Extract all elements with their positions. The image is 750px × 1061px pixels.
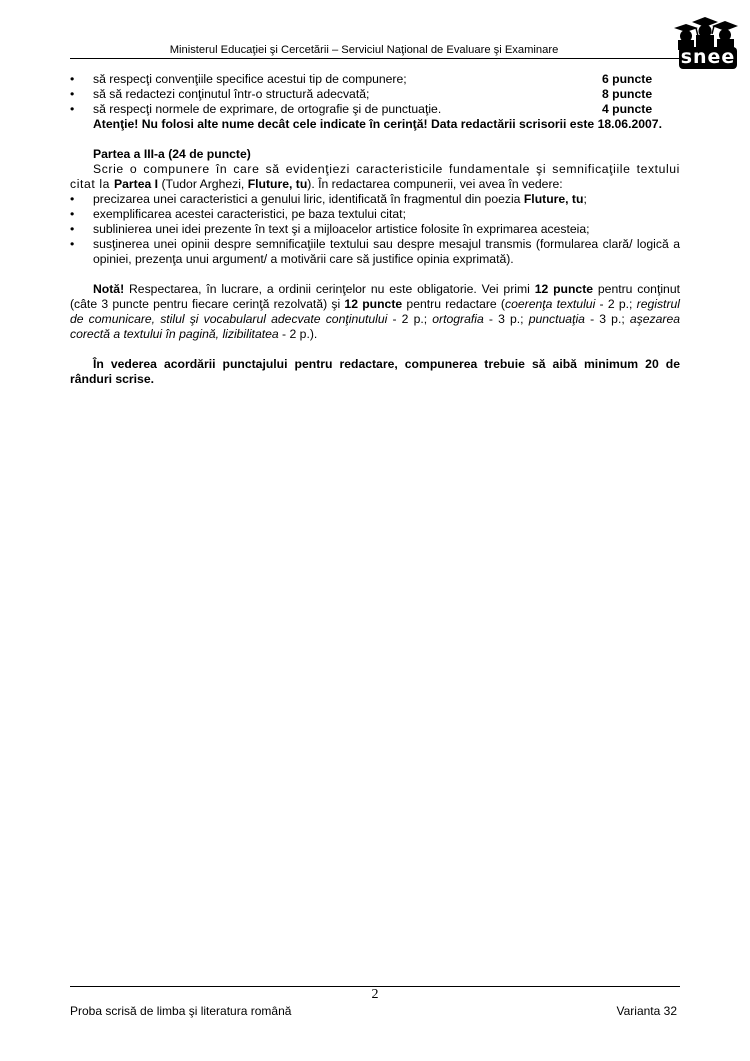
part3-intro <box>70 162 680 192</box>
warning-text: Atenţie! Nu folosi alte nume decât cele indicate în cerinţă! Data redactării scrisorii este 18.06.2007. <box>93 117 662 131</box>
criterion-points: 8 puncte <box>602 87 653 101</box>
note-text: pentru conţinut (câte 3 puncte pentru fiecare cerinţă rezolvată) şi <box>70 282 680 311</box>
note-text: - 3 p.; <box>483 312 529 326</box>
note-points: 12 puncte <box>534 282 594 296</box>
note-criterion: aşezarea corectă a textului în pagină, lizibilitatea <box>70 312 681 341</box>
logo-wordmark: snee <box>680 46 736 68</box>
intro-text: ). În redactarea compunerii, vei avea în vedere: <box>307 177 563 191</box>
note-criterion: coerenţa textului <box>505 297 596 311</box>
note-text: - 2 p.). <box>278 327 318 341</box>
bullet-icon: • <box>70 237 75 251</box>
graduates-silhouette-icon <box>668 16 742 50</box>
criterion-row <box>70 72 680 87</box>
requirement-item <box>70 192 680 207</box>
header-divider <box>70 58 682 59</box>
criterion-text: să respecţi normele de exprimare, de ortografie şi de punctuaţie. <box>93 102 442 116</box>
intro-poem-title: Fluture, tu <box>247 177 308 191</box>
note-text: Respectarea, în lucrare, a ordinii cerinţelor nu este obligatorie. Vei primi <box>124 282 535 296</box>
note-criterion: registrul de comunicare, stilul şi vocabularul adecvate conţinutului <box>70 297 680 326</box>
snee-logo <box>668 16 742 74</box>
page-header-title: Ministerul Educaţiei şi Cercetării – Serviciul Naţional de Evaluare şi Examinare <box>169 44 559 56</box>
requirement-text: precizarea unei caracteristici a genului liric, identificată în fragmentul din poezia <box>93 192 524 206</box>
criterion-text: să să redactezi conţinutul într-o structură adecvată; <box>93 87 370 101</box>
footer-exam-name: Proba scrisă de limba şi literatura română <box>70 1004 292 1018</box>
bullet-icon: • <box>70 207 75 221</box>
bullet-icon: • <box>70 87 75 101</box>
note-text: pentru redactare ( <box>402 297 505 311</box>
bullet-icon: • <box>70 102 75 116</box>
note-text: - 3 p.; <box>584 312 630 326</box>
requirement-item <box>70 222 680 237</box>
final-note: În vederea acordării punctajului pentru redactare, compunerea trebuie să aibă minimum 20 de rânduri scrise. <box>70 357 680 386</box>
requirement-text: susţinerea unei opinii despre semnificaţiile textului sau despre mesajul transmis (formularea clară/ logică a opiniei, prezenţa unui argument/ a motivării care să justifice opinia exprimată). <box>93 237 680 266</box>
note-label: Notă! <box>93 282 125 296</box>
criterion-points: 4 puncte <box>602 102 653 116</box>
criterion-row <box>70 102 680 117</box>
note-text: - 2 p.; <box>595 297 637 311</box>
criterion-text: să respecţi convenţiile specifice acestui tip de compunere; <box>93 72 407 86</box>
criterion-row <box>70 87 680 102</box>
requirement-item <box>70 237 680 267</box>
footer-variant: Varianta 32 <box>616 1004 677 1018</box>
part3-title: Partea a III-a (24 de puncte) <box>93 147 251 161</box>
requirement-item <box>70 207 680 222</box>
requirement-text: exemplificarea acestei caracteristici, pe baza textului citat; <box>93 207 406 221</box>
intro-text: (Tudor Arghezi, <box>158 177 248 191</box>
note-text: - 2 p.; <box>387 312 433 326</box>
page-number: 2 <box>371 987 379 1002</box>
requirement-text: ; <box>583 192 587 206</box>
note-criterion: punctuaţia <box>528 312 585 326</box>
intro-part-ref: Partea I <box>114 177 159 191</box>
poem-title: Fluture, tu <box>523 192 584 206</box>
note-criterion: ortografia <box>432 312 484 326</box>
bullet-icon: • <box>70 72 75 86</box>
requirement-text: sublinierea unei idei prezente în text şi a mijloacelor artistice folosite în exprimarea acesteia; <box>93 222 590 236</box>
page-content <box>70 72 680 387</box>
intro-text: Scrie o compunere în care să evidenţiezi caracteristicile fundamentale şi semnificaţiile textului citat la <box>70 162 680 191</box>
note-points: 12 puncte <box>344 297 403 311</box>
criterion-points: 6 puncte <box>602 72 653 86</box>
bullet-icon: • <box>70 192 75 206</box>
bullet-icon: • <box>70 222 75 236</box>
note-paragraph <box>70 282 680 342</box>
